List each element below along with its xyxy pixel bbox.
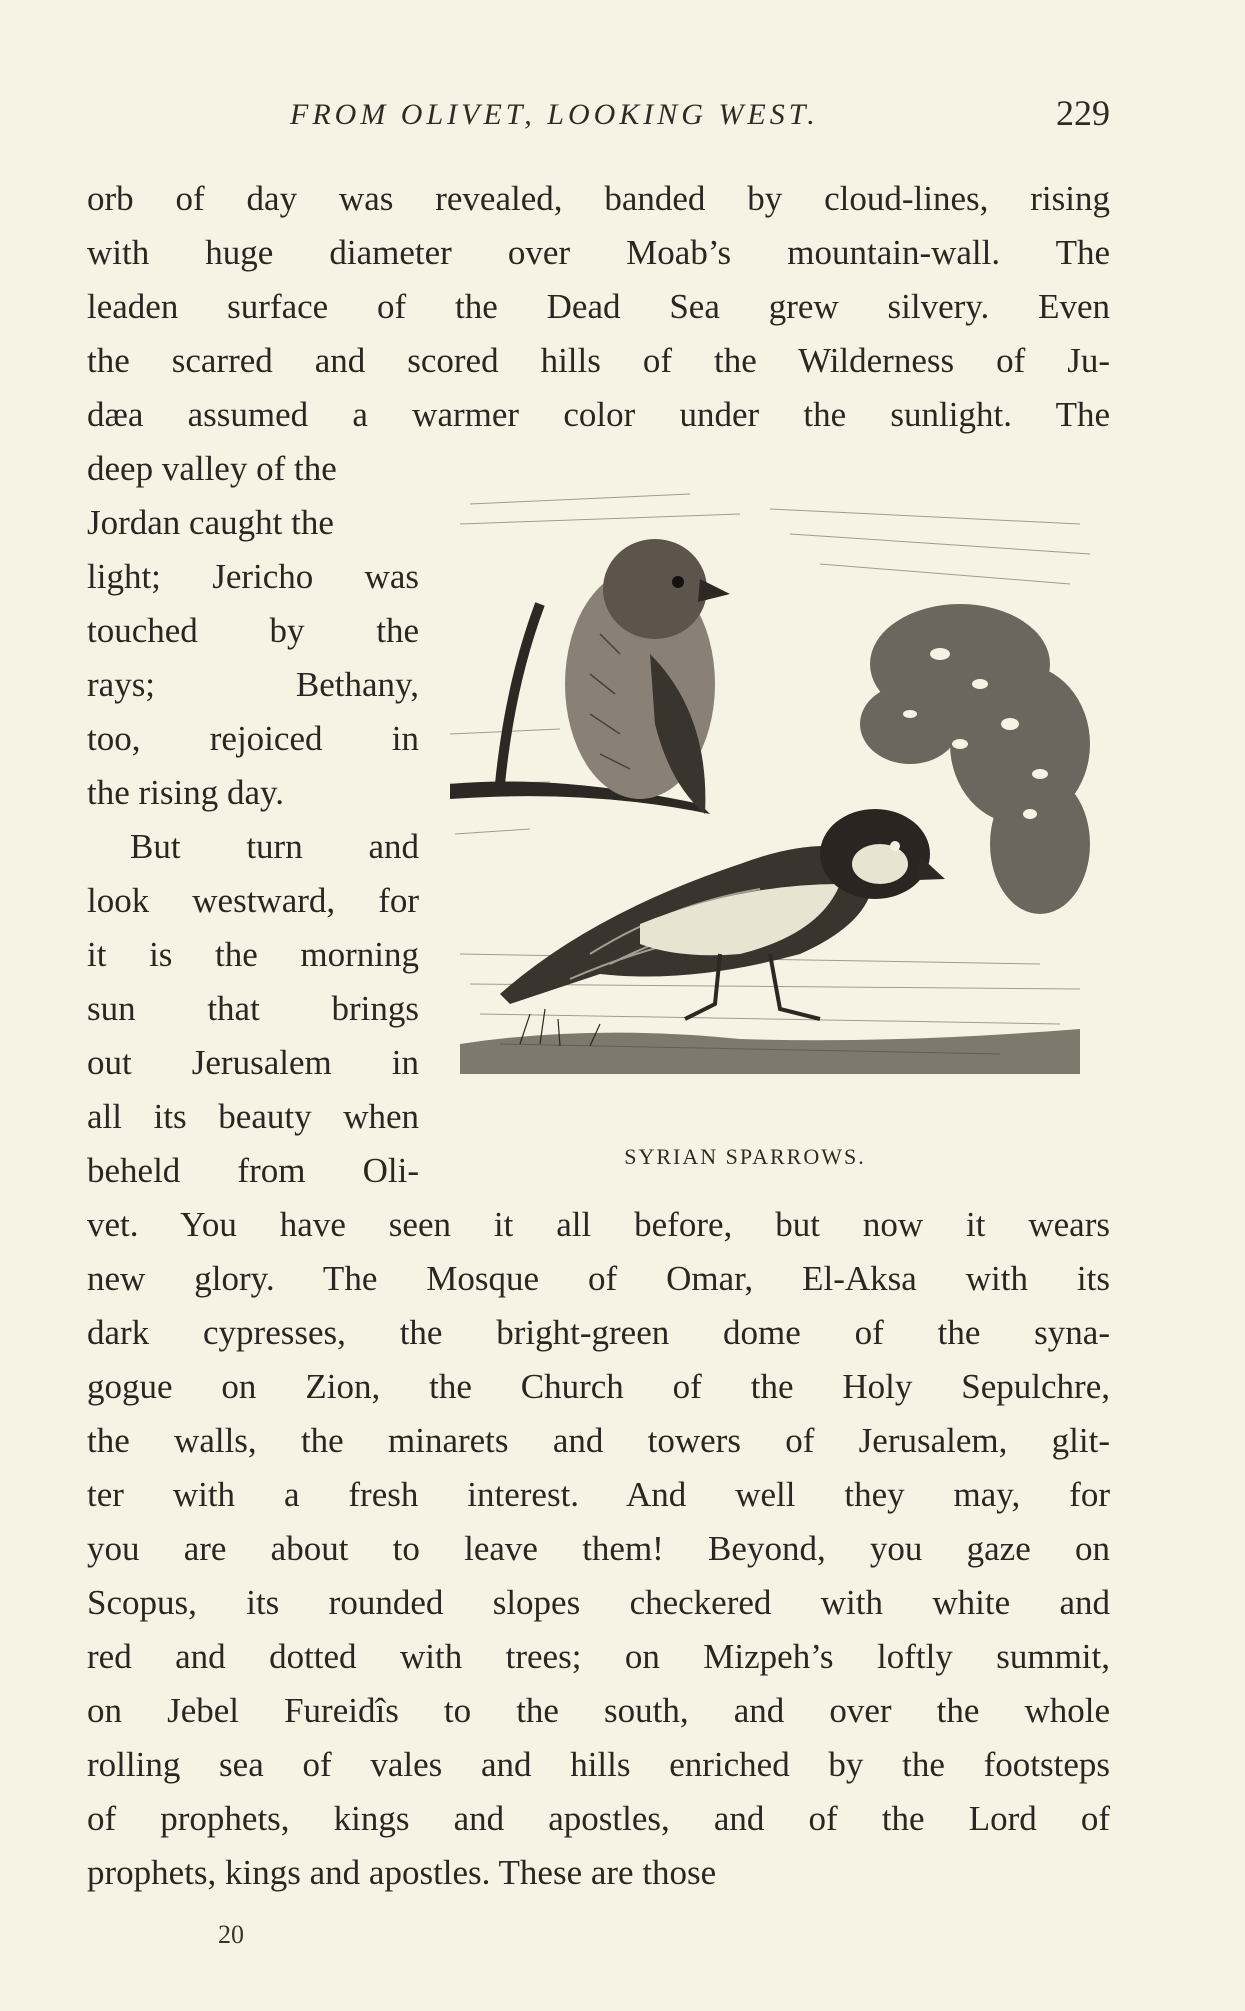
running-title: FROM OLIVET, LOOKING WEST. bbox=[290, 98, 819, 131]
page-number: 229 bbox=[1056, 93, 1110, 133]
text-line: dark cypresses, the bright-green dome of the syna- bbox=[87, 1313, 1110, 1352]
text-line: on Jebel Fureidîs to the south, and over the whole bbox=[87, 1691, 1110, 1730]
text-line: red and dotted with trees; on Mizpeh’s loftly summit, bbox=[87, 1637, 1110, 1676]
page-header bbox=[290, 92, 1120, 142]
text-line: the scarred and scored hills of the Wilderness of Ju- bbox=[87, 341, 1110, 380]
text-line: new glory. The Mosque of Omar, El-Aksa with its bbox=[87, 1259, 1110, 1298]
text-line: of prophets, kings and apostles, and of the Lord of bbox=[87, 1799, 1110, 1838]
text-line: light; Jericho was bbox=[87, 557, 419, 596]
sparrows-engraving-icon bbox=[440, 484, 1100, 1124]
text-line: prophets, kings and apostles. These are those bbox=[87, 1853, 717, 1892]
text-line: Jordan caught the bbox=[87, 503, 334, 542]
text-line: But turn and bbox=[130, 827, 419, 866]
sparrows-figure bbox=[440, 484, 1100, 1169]
text-line: all its beauty when bbox=[87, 1097, 419, 1136]
text-line: sun that brings bbox=[87, 989, 419, 1028]
text-line: orb of day was revealed, banded by cloud-lines, rising bbox=[87, 179, 1110, 218]
text-line: dæa assumed a warmer color under the sunlight. The bbox=[87, 395, 1110, 434]
figure-caption bbox=[360, 1144, 1130, 1170]
text-line: Scopus, its rounded slopes checkered with white and bbox=[87, 1583, 1110, 1622]
signature-mark: 20 bbox=[218, 1920, 244, 1949]
text-line: leaden surface of the Dead Sea grew silvery. Even bbox=[87, 287, 1110, 326]
text-line: rays; Bethany, bbox=[87, 665, 419, 704]
text-line: the rising day. bbox=[87, 773, 284, 812]
text-line: with huge diameter over Moab’s mountain-wall. The bbox=[87, 233, 1110, 272]
text-line: you are about to leave them! Beyond, you gaze on bbox=[87, 1529, 1110, 1568]
text-line: deep valley of the bbox=[87, 449, 337, 488]
text-line: look westward, for bbox=[87, 881, 419, 920]
text-line: touched by the bbox=[87, 611, 419, 650]
text-line: the walls, the minarets and towers of Jerusalem, glit- bbox=[87, 1421, 1110, 1460]
text-line: rolling sea of vales and hills enriched by the footsteps bbox=[87, 1745, 1110, 1784]
text-line: ter with a fresh interest. And well they may, for bbox=[87, 1475, 1110, 1514]
caption-text: SYRIAN SPARROWS. bbox=[624, 1144, 866, 1169]
text-line: beheld from Oli- bbox=[87, 1151, 419, 1190]
text-line: vet. You have seen it all before, but now it wears bbox=[87, 1205, 1110, 1244]
text-line: too, rejoiced in bbox=[87, 719, 419, 758]
upper-sparrow bbox=[565, 539, 730, 814]
text-line: it is the morning bbox=[87, 935, 419, 974]
text-line: out Jerusalem in bbox=[87, 1043, 419, 1082]
text-line: gogue on Zion, the Church of the Holy Sepulchre, bbox=[87, 1367, 1110, 1406]
